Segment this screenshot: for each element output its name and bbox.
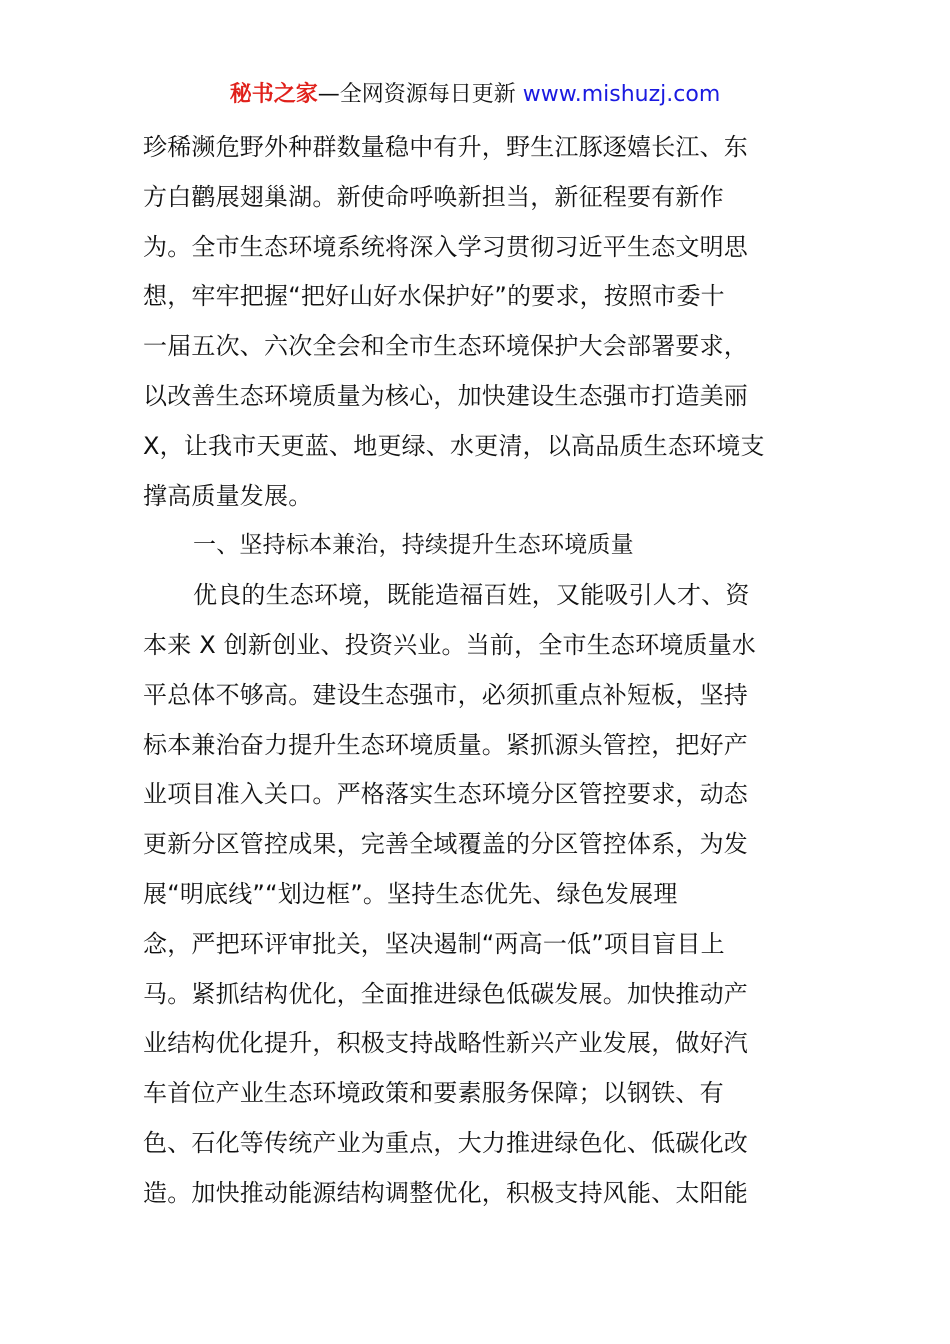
text-line: 造。加快推动能源结构调整优化，积极支持风能、太阳能: [143, 1178, 748, 1207]
text-line: 优良的生态环境，既能造福百姓，又能吸引人才、资: [193, 581, 750, 610]
text-line: 珍稀濒危野外种群数量稳中有升，野生江豚逐嬉长江、东: [143, 133, 748, 161]
site-tagline: —全网资源每日更新: [317, 82, 523, 107]
text-line: 想，牢牢把握“把好山好水保护好”的要求，按照市委十: [143, 282, 725, 311]
text-line: 标本兼治奋力提升生态环境质量。紧抓源头管控，把好产: [143, 730, 748, 759]
page-header: [0, 78, 950, 112]
text-line: 业项目准入关口。严格落实生态环境分区管控要求，动态: [143, 780, 748, 809]
text-line: 色、石化等传统产业为重点，大力推进绿色化、低碳化改: [143, 1128, 748, 1157]
text-line: 平总体不够高。建设生态强市，必须抓重点补短板，坚持: [143, 680, 748, 709]
text-line: 方白鹳展翅巢湖。新使命呼唤新担当，新征程要有新作: [143, 182, 724, 211]
section-heading-block: [143, 521, 807, 571]
text-line: 车首位产业生态环境政策和要素服务保障；以钢铁、有: [143, 1079, 724, 1108]
text-line: 马。紧抓结构优化，全面推进绿色低碳发展。加快推动产: [143, 979, 748, 1008]
paragraph-section-one: [143, 571, 807, 1218]
section-heading: 一、坚持标本兼治，持续提升生态环境质量: [193, 532, 634, 559]
site-brand: 秘书之家: [229, 82, 318, 107]
text-line: 以改善生态环境质量为核心，加快建设生态强市打造美丽: [143, 381, 748, 410]
text-line: 展“明底线”“划边框”。坚持生态优先、绿色发展理: [143, 879, 678, 908]
text-line: X，让我市天更蓝、地更绿、水更清，以高品质生态环境支: [143, 431, 765, 460]
text-line: 为。全市生态环境系统将深入学习贯彻习近平生态文明思: [143, 232, 748, 261]
text-line: 一届五次、六次全会和全市生态环境保护大会部署要求，: [143, 332, 748, 361]
text-line: 业结构优化提升，积极支持战略性新兴产业发展，做好汽: [143, 1029, 748, 1058]
text-line: 念，严把环评审批关，坚决遏制“两高一低”项目盲目上: [143, 929, 725, 958]
text-line: 本来 X 创新创业、投资兴业。当前，全市生态环境质量水: [143, 630, 757, 659]
text-line: 撑高质量发展。: [143, 481, 313, 510]
site-url-link[interactable]: www.mishuzj.com: [522, 82, 721, 107]
document-body: [143, 123, 807, 1219]
text-line: 更新分区管控成果，完善全域覆盖的分区管控体系，为发: [143, 830, 748, 859]
paragraph-continuation: [143, 123, 807, 521]
